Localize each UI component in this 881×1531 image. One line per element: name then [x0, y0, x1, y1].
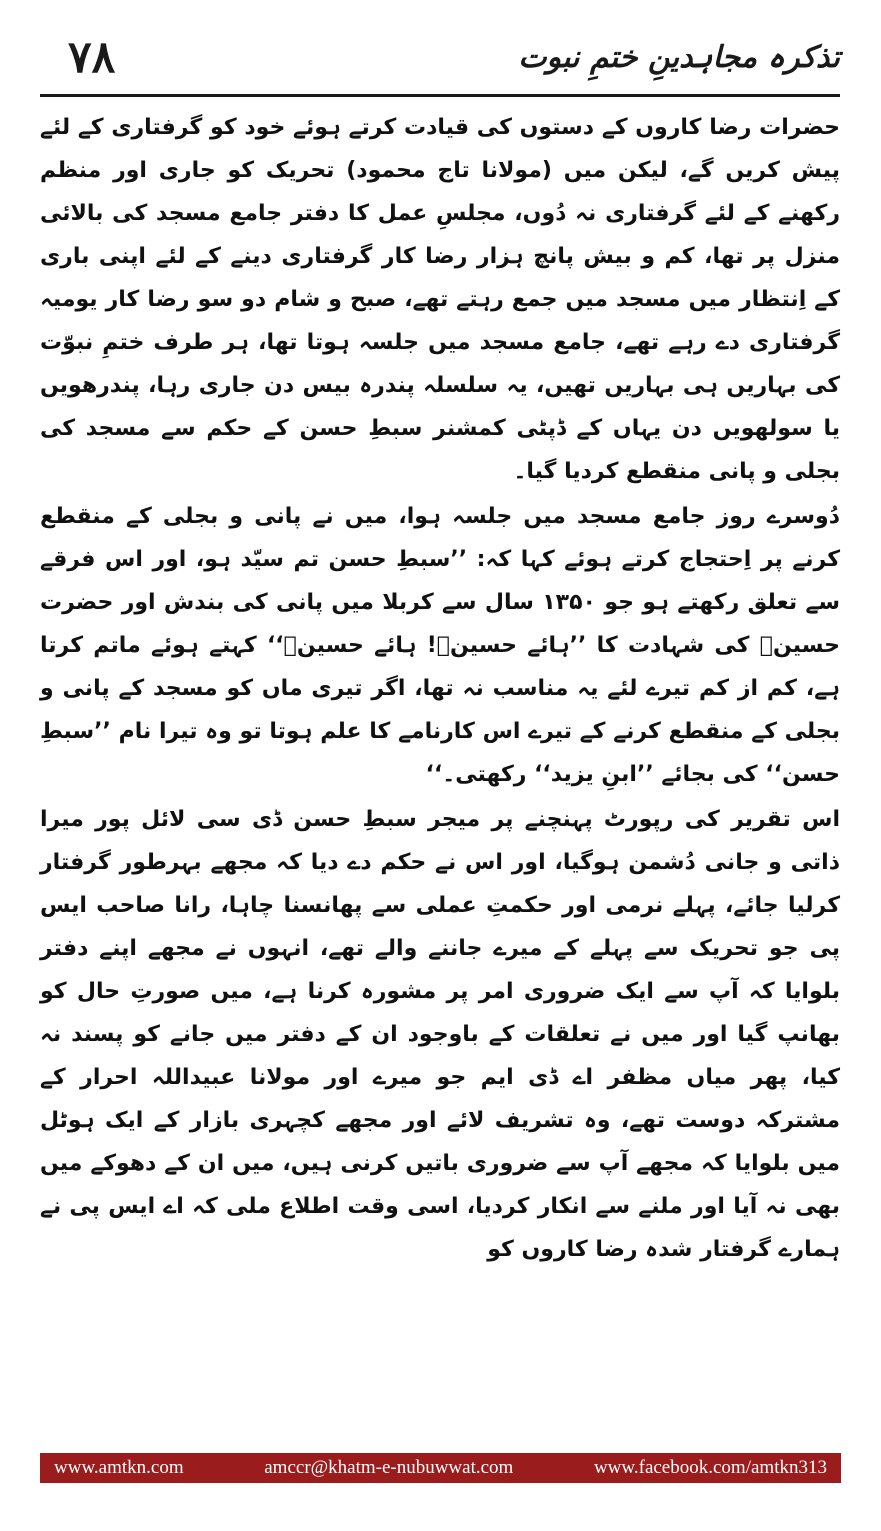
main-text	[40, 106, 840, 1271]
running-title: تذکرہ مجاہدینِ ختمِ نبوت	[518, 40, 840, 75]
footer-website-link[interactable]: www.amtkn.com	[54, 1457, 184, 1478]
footer-email-link[interactable]: amccr@khatm-e-nubuwwat.com	[264, 1457, 514, 1478]
footer-facebook-link[interactable]: www.facebook.com/amtkn313	[593, 1457, 827, 1478]
footer-bar	[40, 1453, 841, 1483]
paragraph-2: دُوسرے روز جامع مسجد میں جلسہ ہوا، میں نے پانی و بجلی کے منقطع کرنے پر اِحتجاج کرتے ہوئے کہا کہ: ’’سبطِ حسن تم سیّد ہو، اور اس فرقے سے تعلق رکھتے ہو جو ۱۳۵۰ سال سے کربلا میں پانی کی بندش اور حضرت حسینؓ کی شہادت کا ’’ہائے حسینؓ! ہائے حسینؓ‘‘ کہتے ہوئے ماتم کرتا ہے، کم از کم تیرے لئے یہ مناسب نہ تھا، اگر تیری ماں کو مسجد کے پانی و بجلی کے منقطع کرنے کے تیرے اس کارنامے کا علم ہوتا تو وہ تیرا نام ’’سبطِ حسن‘‘ کی بجائے ’’ابنِ یزید‘‘ رکھتی۔‘‘	[40, 504, 840, 787]
paragraph-1: حضرات رضا کاروں کے دستوں کی قیادت کرتے ہوئے خود کو گرفتاری کے لئے پیش کریں گے، لیکن میں (مولانا تاج محمود) تحریک کو جاری اور منظم رکھنے کے لئے گرفتاری نہ دُوں، مجلسِ عمل کا دفتر جامع مسجد کی بالائی منزل پر تھا، کم و بیش پانچ ہزار رضا کار گرفتاری دینے کے لئے اپنی باری کے اِنتظار میں مسجد میں جمع رہتے تھے، صبح و شام دو سو رضا کار یومیہ گرفتاری دے رہے تھے، جامع مسجد میں جلسہ ہوتا تھا، ہر طرف ختمِ نبوّت کی بہاریں ہی بہاریں تھیں، یہ سلسلہ پندرہ بیس دن جاری رہا، پندرھویں یا سولھویں دن یہاں کے ڈپٹی کمشنر سبطِ حسن کے حکم سے مسجد کی بجلی و پانی منقطع کردیا گیا۔	[40, 115, 840, 484]
paragraph-3: اس تقریر کی رپورٹ پہنچنے پر میجر سبطِ حسن ڈی سی لائل پور میرا ذاتی و جانی دُشمن ہوگیا، اور اس نے حکم دے دیا کہ مجھے بہرطور گرفتار کرلیا جائے، پہلے نرمی اور حکمتِ عملی سے پھانسنا چاہا، رانا صاحب ایس پی جو تحریک سے پہلے کے میرے جاننے والے تھے، انہوں نے مجھے اپنے دفتر بلوایا کہ آپ سے ایک ضروری امر پر مشورہ کرنا ہے، میں صورتِ حال کو بھانپ گیا اور میں نے تعلقات کے باوجود ان کے دفتر میں جانے کو پسند نہ کیا، پھر میاں مظفر اے ڈی ایم جو میرے اور مولانا عبیداللہ احرار کے مشترکہ دوست تھے، وہ تشریف لائے اور مجھے کچہری بازار کے ایک ہوٹل میں بلوایا کہ مجھے آپ سے ضروری باتیں کرنی ہیں، میں ان کے دھوکے میں بھی نہ آیا اور ملنے سے انکار کردیا، اسی وقت اطلاع ملی کہ اے ایس پی نے ہمارے گرفتار شدہ رضا کاروں کو	[40, 807, 840, 1262]
page-number: ۷۸	[68, 32, 116, 83]
page-header	[40, 28, 840, 96]
header-divider	[40, 94, 840, 97]
